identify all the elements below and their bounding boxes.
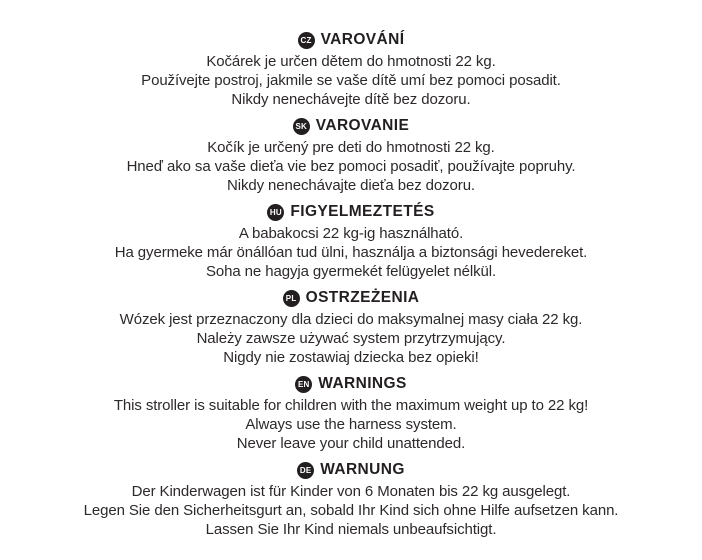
warning-line: Používejte postroj, jakmile se vaše dítě umí bez pomoci posadit. xyxy=(141,72,561,89)
warning-line: Nigdy nie zostawiaj dziecka bez opieki! xyxy=(223,349,479,366)
language-badge-pl: PL xyxy=(283,290,300,307)
warning-section-sk xyxy=(0,116,702,195)
language-badge-hu: HU xyxy=(267,204,284,221)
section-heading xyxy=(0,202,702,222)
section-title: VAROVANIE xyxy=(315,117,410,134)
warning-line: Lassen Sie Ihr Kind niemals unbeaufsichtigt. xyxy=(205,521,497,538)
language-badge-en: EN xyxy=(295,376,312,393)
language-badge-sk: SK xyxy=(293,118,310,135)
warning-section-en xyxy=(0,374,702,453)
warning-line: Nikdy nenechávejte dítě bez dozoru. xyxy=(231,91,471,108)
section-title: WARNINGS xyxy=(318,375,407,392)
section-heading xyxy=(0,460,702,480)
warning-line: Wózek jest przeznaczony dla dzieci do maksymalnej masy ciała 22 kg. xyxy=(119,311,583,328)
warning-line: Legen Sie den Sicherheitsgurt an, sobald Ihr Kind sich ohne Hilfe aufsetzen kann. xyxy=(83,502,619,519)
section-title: OSTRZEŻENIA xyxy=(305,289,420,306)
section-title: FIGYELMEZTETÉS xyxy=(290,203,435,220)
section-title: WARNUNG xyxy=(320,461,405,478)
section-heading xyxy=(0,288,702,308)
language-badge-cz: CZ xyxy=(298,32,315,49)
warning-line: Hneď ako sa vaše dieťa vie bez pomoci posadiť, používajte popruhy. xyxy=(126,158,576,175)
warning-line: Należy zawsze używać system przytrzymujący. xyxy=(196,330,506,347)
warning-line: Nikdy nenechávajte dieťa bez dozoru. xyxy=(226,177,476,194)
section-heading xyxy=(0,30,702,50)
warning-line: Der Kinderwagen ist für Kinder von 6 Monaten bis 22 kg ausgelegt. xyxy=(131,483,571,500)
warning-line: Kočík je určený pre deti do hmotnosti 22 kg. xyxy=(207,139,495,156)
warning-line: This stroller is suitable for children with the maximum weight up to 22 kg! xyxy=(113,397,589,414)
section-heading xyxy=(0,374,702,394)
warning-section-hu xyxy=(0,202,702,281)
warning-line: Never leave your child unattended. xyxy=(236,435,466,452)
warning-line: Kočárek je určen dětem do hmotnosti 22 kg. xyxy=(206,53,496,70)
warning-line: Always use the harness system. xyxy=(245,416,457,433)
warning-section-de xyxy=(0,460,702,539)
warning-section-cz xyxy=(0,30,702,109)
language-badge-de: DE xyxy=(297,462,314,479)
warning-section-pl xyxy=(0,288,702,367)
warning-line: Soha ne hagyja gyermekét felügyelet nélkül. xyxy=(205,263,497,280)
section-title: VAROVÁNÍ xyxy=(320,31,405,48)
warning-line: A babakocsi 22 kg-ig használható. xyxy=(238,225,464,242)
section-heading xyxy=(0,116,702,136)
warning-line: Ha gyermeke már önállóan tud ülni, használja a biztonsági hevedereket. xyxy=(114,244,588,261)
